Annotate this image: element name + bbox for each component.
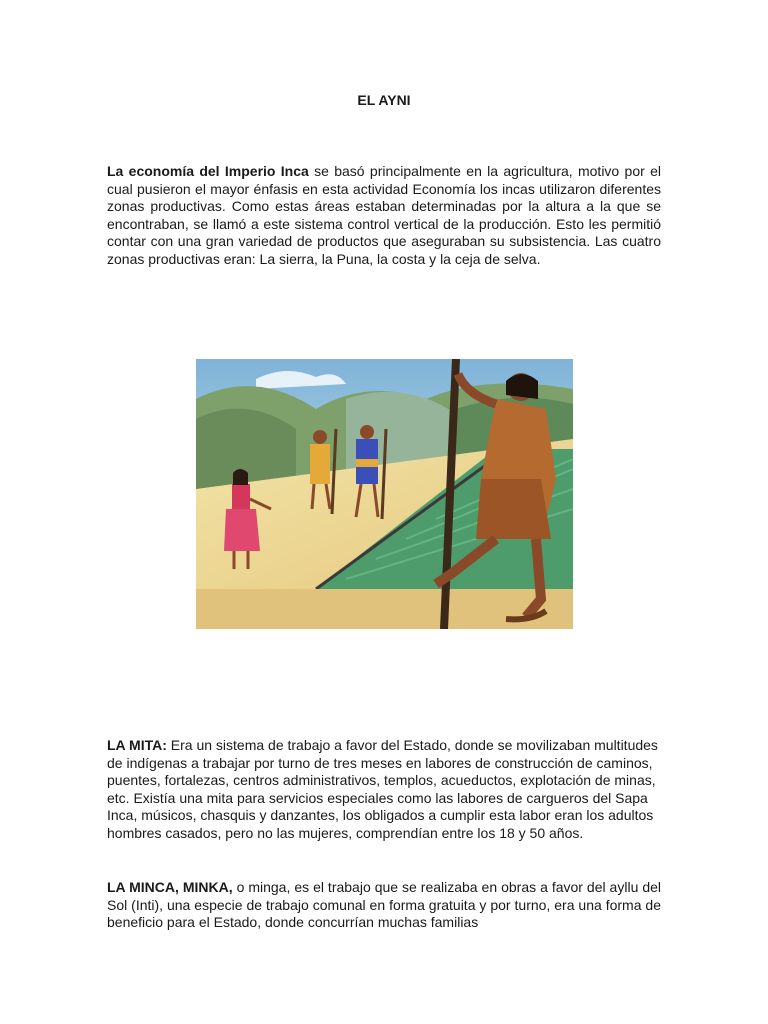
mita-text: Era un sistema de trabajo a favor del Estado, donde se movilizaban multitudes de indígenas a trabajar por turno de tres meses en labores de construcción de caminos, puentes, fortalezas, centros administrativos, templos, acueductos, explotación de minas, etc. Existía una mita para servicios especiales como las labores de cargueros del Sapa Inca, músicos, chasquis y danzantes, los obligados a cumplir esta labor eran los adultos hombres casados, pero no las mujeres, comprendían entre los 18 y 50 años. [107,737,658,841]
mita-lead: LA MITA: [107,737,167,753]
intro-lead: La economía del Imperio Inca [107,163,309,179]
minka-paragraph [107,879,661,932]
page-title: EL AYNI [357,92,411,108]
inca-farming-illustration [196,359,573,629]
intro-paragraph [107,163,661,269]
minka-lead: LA MINCA, MINKA, [107,879,233,895]
minka-text: o minga, es el trabajo que se realizaba en obras a favor del ayllu del Sol (Inti), una especie de trabajo comunal en forma gratuita y por turno, era una forma de beneficio para el Estado, donde concurrían muchas familias [107,879,662,931]
intro-text: se basó principalmente en la agricultura, motivo por el cual pusieron el mayor énfasis en esta actividad Economía los incas utilizaron diferentes zonas productivas. Como estas áreas estaban determinadas por la altura a la que se encontraban, se llamó a este sistema control vertical de la producción. Esto les permitió contar con una gran variedad de productos que aseguraban su subsistencia. Las cuatro zonas productivas eran: La sierra, la Puna, la costa y la ceja de selva. [107,163,661,267]
mita-paragraph [107,737,661,843]
